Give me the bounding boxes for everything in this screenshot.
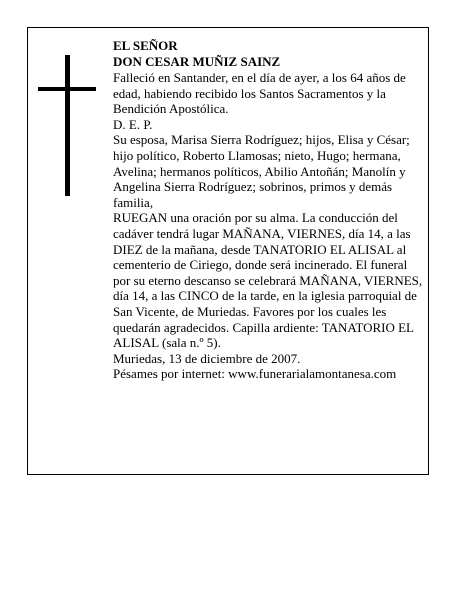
death-announcement: Falleció en Santander, en el día de ayer, a los 64 años de edad, habiendo recibido los Santos Sacramentos y la Bendición Apostólica. (113, 70, 406, 117)
condolences-website: Pésames por internet: www.funerarialamontanesa.com (113, 366, 397, 382)
notice-heading (113, 38, 425, 70)
cross-icon (65, 55, 70, 196)
heading-name: DON CESAR MUÑIZ SAINZ (113, 54, 281, 69)
obituary-text (113, 38, 425, 382)
heading-title: EL SEÑOR (113, 38, 178, 53)
cross-icon-bar (38, 87, 96, 91)
family-list: Su esposa, Marisa Sierra Rodríguez; hijos, Elisa y César; hijo político, Roberto Llamosas; nieto, Hugo; hermana, Avelina; hermanos políticos, Abilio Antoñán; Manolín y Angelina Sierra Rodríguez; sobrinos, primos y demás familia, (113, 132, 410, 210)
place-date: Muriedas, 13 de diciembre de 2007. (113, 350, 301, 366)
funeral-details: RUEGAN una oración por su alma. La conducción del cadáver tendrá lugar MAÑANA, VIERNES, día 14, a las DIEZ de la mañana, desde TANATORIO EL ALISAL al cementerio de Ciriego, donde será incinerado. El funeral por su eterno descanso se celebrará MAÑANA, VIERNES, día 14, a las CINCO de la tarde, en la iglesia parroquial de San Vicente, de Muriedas. Favores por los cuales les quedarán agradecidos. Capilla ardiente: TANATORIO EL ALISAL (sala n.º 5). (113, 210, 423, 351)
rest-in-peace: D. E. P. (113, 116, 153, 132)
